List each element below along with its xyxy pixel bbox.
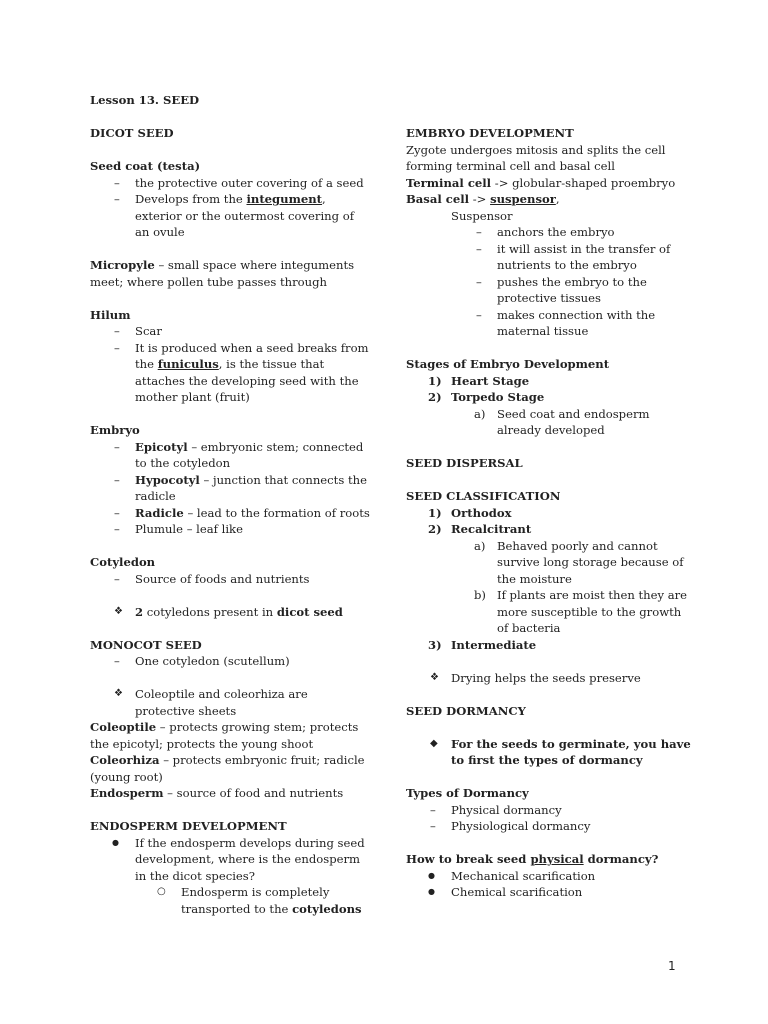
- types-of-dormancy-heading: Types of Dormancy: [406, 786, 529, 800]
- seed-classification-heading: SEED CLASSIFICATION: [406, 489, 561, 503]
- list-item: – Epicotyl – embryonic stem; connected to the cotyledon: [90, 439, 370, 472]
- list-item: 1) Orthodox: [428, 505, 512, 520]
- integument-term: integument: [246, 192, 323, 206]
- terminal-cell-definition: Terminal cell -> globular-shaped proembryo: [406, 175, 676, 190]
- basal-cell-definition: Basal cell -> suspensor,: [406, 192, 560, 206]
- zygote-text: Zygote undergoes mitosis and splits the cell forming terminal cell and basal cell: [406, 142, 666, 173]
- hilum-heading: Hilum: [90, 307, 131, 322]
- stages-heading: Stages of Embryo Development: [406, 357, 610, 371]
- monocot-seed-heading: MONOCOT SEED: [90, 637, 202, 652]
- filled-diamond-bullet-icon: ◆: [430, 737, 438, 749]
- embryo-development-heading: EMBRYO DEVELOPMENT: [406, 126, 574, 140]
- list-item: – Source of foods and nutrients: [90, 571, 370, 588]
- list-item: 2) Torpedo Stage: [428, 390, 545, 404]
- list-item: 2) Recalcitrant: [428, 522, 532, 536]
- list-item: 1) Heart Stage: [428, 373, 530, 388]
- micropyle-definition: Micropyle – small space where integuments meet; where pollen tube passes through: [90, 258, 355, 289]
- list-item: – makes connection with the maternal tissue: [406, 307, 691, 340]
- list-item: – Scar: [90, 323, 370, 340]
- diamond-bullet-icon: ❖: [114, 688, 123, 699]
- list-item: a) Behaved poorly and cannot survive long storage because of the moisture: [474, 538, 684, 586]
- list-item: ❖ 2 cotyledons present in dicot seed: [114, 604, 343, 619]
- endosperm-definition: Endosperm – source of food and nutrients: [90, 786, 344, 800]
- list-item: – Develops from the integument, exterior or the outermost covering of an ovule: [90, 191, 370, 241]
- list-item: ○ Endosperm is completely transported to the cotyledons: [90, 884, 370, 917]
- break-dormancy-question: How to break seed physical dormancy?: [406, 852, 659, 866]
- left-column: [90, 92, 370, 917]
- list-item: b) If plants are moist then they are more susceptible to the growth of bacteria: [474, 588, 688, 635]
- cotyledon-heading: Cotyledon: [90, 555, 156, 569]
- list-item: – anchors the embryo: [406, 224, 691, 241]
- list-item: – pushes the embryo to the protective tissues: [406, 274, 691, 307]
- list-item: – the protective outer covering of a seed: [90, 175, 370, 192]
- list-item: ● Mechanical scarification: [406, 868, 691, 885]
- dicot-seed-heading: DICOT SEED: [90, 126, 174, 140]
- list-item: – it will assist in the transfer of nutrients to the embryo: [406, 241, 691, 274]
- list-item: – Plumule – leaf like: [90, 521, 370, 538]
- right-column: [406, 125, 691, 901]
- funiculus-term: funiculus: [157, 357, 219, 371]
- list-item: ● Chemical scarification: [406, 884, 691, 901]
- coleoptile-definition: Coleoptile – protects growing stem; protects the epicotyl; protects the young shoot: [90, 720, 359, 751]
- seed-dispersal-heading: SEED DISPERSAL: [406, 456, 523, 470]
- list-item: – It is produced when a seed breaks from the funiculus, is the tissue that attaches the developing seed with the mother plant (fruit): [90, 340, 370, 406]
- list-item: ● If the endosperm develops during seed development, where is the endosperm in the dicot species?: [90, 835, 370, 885]
- list-item: – Radicle – lead to the formation of roots: [90, 505, 370, 522]
- embryo-heading: Embryo: [90, 423, 140, 437]
- list-item: ◆ For the seeds to germinate, you have to first the types of dormancy: [430, 736, 691, 767]
- list-item: ❖ Drying helps the seeds preserve: [430, 670, 641, 685]
- page-number: 1: [668, 959, 676, 973]
- list-item: ❖ Coleoptile and coleorhiza are protective sheets: [114, 687, 308, 718]
- seed-coat-heading: Seed coat (testa): [90, 159, 201, 173]
- endosperm-development-heading: ENDOSPERM DEVELOPMENT: [90, 819, 287, 833]
- list-item: 3) Intermediate: [428, 637, 537, 652]
- list-item: a) Seed coat and endosperm already developed: [474, 406, 650, 437]
- list-item: – One cotyledon (scutellum): [90, 653, 370, 670]
- suspensor-label: Suspensor: [451, 208, 513, 223]
- seed-dormancy-heading: SEED DORMANCY: [406, 703, 526, 718]
- coleorhiza-definition: Coleorhiza – protects embryonic fruit; radicle (young root): [90, 753, 365, 784]
- list-item: – Physiological dormancy: [406, 818, 691, 835]
- list-item: – Hypocotyl – junction that connects the radicle: [90, 472, 370, 505]
- list-item: – Physical dormancy: [406, 802, 691, 819]
- diamond-bullet-icon: ❖: [430, 671, 439, 683]
- lesson-title: Lesson 13. SEED: [90, 93, 200, 107]
- diamond-bullet-icon: ❖: [114, 605, 123, 617]
